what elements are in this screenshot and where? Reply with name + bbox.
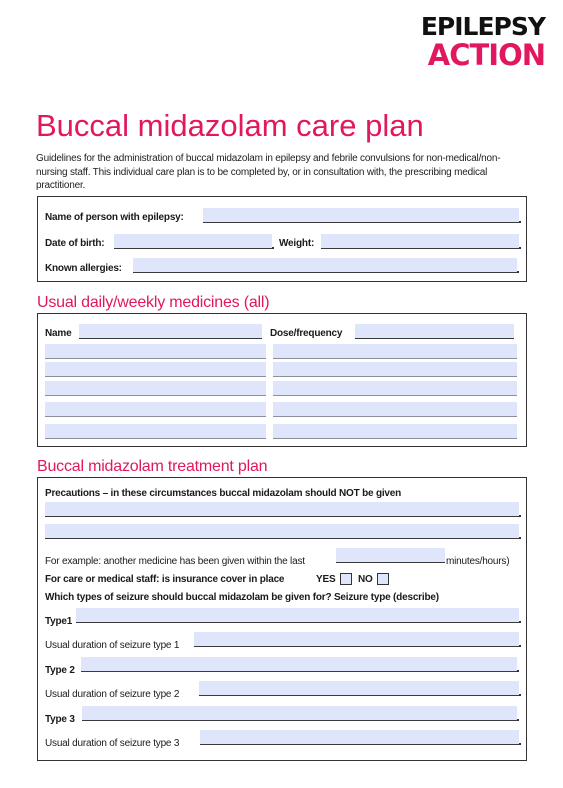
precautions-field-1[interactable]: [45, 502, 519, 517]
name-field-end-dot: [519, 221, 521, 223]
intro-text: Guidelines for the administration of buccal midazolam in epilepsy and febrile convulsions for non-medical/non-nursing staff. This individual care plan is to be completed by, or in consultation with, the prescribing medical practitioner.: [36, 153, 501, 191]
duration2-label: Usual duration of seizure type 2: [45, 689, 180, 700]
type2-label: Type 2: [45, 665, 75, 676]
type3-field[interactable]: [82, 706, 517, 721]
weight-label: Weight:: [279, 238, 315, 249]
medicine-name-field-1[interactable]: [79, 324, 262, 339]
duration3-field-end-dot: [519, 743, 521, 745]
yes-label: YES: [316, 574, 336, 585]
type1-field-end-dot: [519, 621, 521, 623]
name-label: Name of person with epilepsy:: [45, 212, 184, 223]
weight-field-end-dot: [519, 247, 521, 249]
type1-label: Type1: [45, 616, 73, 627]
type3-field-end-dot: [517, 719, 519, 721]
epilepsy-action-logo: [421, 14, 545, 70]
medicine-name-field-2[interactable]: [45, 344, 266, 359]
name-field[interactable]: [203, 208, 519, 223]
duration1-field[interactable]: [194, 632, 519, 647]
dose-field-6[interactable]: [273, 424, 517, 439]
logo-line-2: ACTION: [427, 38, 545, 72]
yes-checkbox[interactable]: [340, 573, 352, 585]
precautions-field-2[interactable]: [45, 524, 519, 539]
precautions-label: Precautions – in these circumstances buccal midazolam should NOT be given: [45, 488, 402, 499]
dob-label: Date of birth:: [45, 238, 105, 249]
treatment-heading: Buccal midazolam treatment plan: [37, 458, 268, 475]
no-checkbox[interactable]: [377, 573, 389, 585]
medicine-name-field-3[interactable]: [45, 362, 266, 377]
logo-line-1: EPILEPSY: [420, 12, 545, 41]
dose-field-4[interactable]: [273, 381, 517, 396]
duration1-field-end-dot: [519, 645, 521, 647]
precautions-field-1-end-dot: [519, 515, 521, 517]
precautions-field-2-end-dot: [519, 537, 521, 539]
minutes-hours-field[interactable]: [336, 548, 445, 563]
allergies-field-end-dot: [517, 271, 519, 273]
which-types-label: Which types of seizure should buccal midazolam be given for? Seizure type (describe): [45, 592, 439, 603]
insurance-label: For care or medical staff: is insurance cover in place: [45, 574, 285, 585]
dose-field-3[interactable]: [273, 362, 517, 377]
type3-label: Type 3: [45, 714, 75, 725]
duration2-field[interactable]: [199, 681, 519, 696]
medicines-heading: Usual daily/weekly medicines (all): [37, 294, 270, 311]
dose-field-5[interactable]: [273, 402, 517, 417]
medicine-name-field-6[interactable]: [45, 424, 266, 439]
duration3-label: Usual duration of seizure type 3: [45, 738, 180, 749]
dob-field[interactable]: [114, 234, 272, 249]
dose-field-1[interactable]: [355, 324, 514, 339]
dose-frequency-column-label: Dose/frequency: [270, 328, 343, 339]
dob-field-end-dot: [272, 247, 274, 249]
medicine-name-column-label: Name: [45, 328, 72, 339]
page-title: Buccal midazolam care plan: [36, 108, 424, 143]
type1-field[interactable]: [76, 608, 519, 623]
no-label: NO: [358, 574, 373, 585]
type2-field-end-dot: [517, 670, 519, 672]
dose-field-2[interactable]: [273, 344, 517, 359]
allergies-field[interactable]: [133, 258, 517, 273]
allergies-label: Known allergies:: [45, 263, 122, 274]
medicine-name-field-5[interactable]: [45, 402, 266, 417]
duration3-field[interactable]: [200, 730, 519, 745]
weight-field[interactable]: [321, 234, 519, 249]
example-label: For example: another medicine has been given within the last: [45, 556, 305, 567]
duration2-field-end-dot: [519, 694, 521, 696]
type2-field[interactable]: [81, 657, 517, 672]
medicine-name-field-4[interactable]: [45, 381, 266, 396]
duration1-label: Usual duration of seizure type 1: [45, 640, 180, 651]
example-suffix: minutes/hours): [446, 556, 510, 567]
